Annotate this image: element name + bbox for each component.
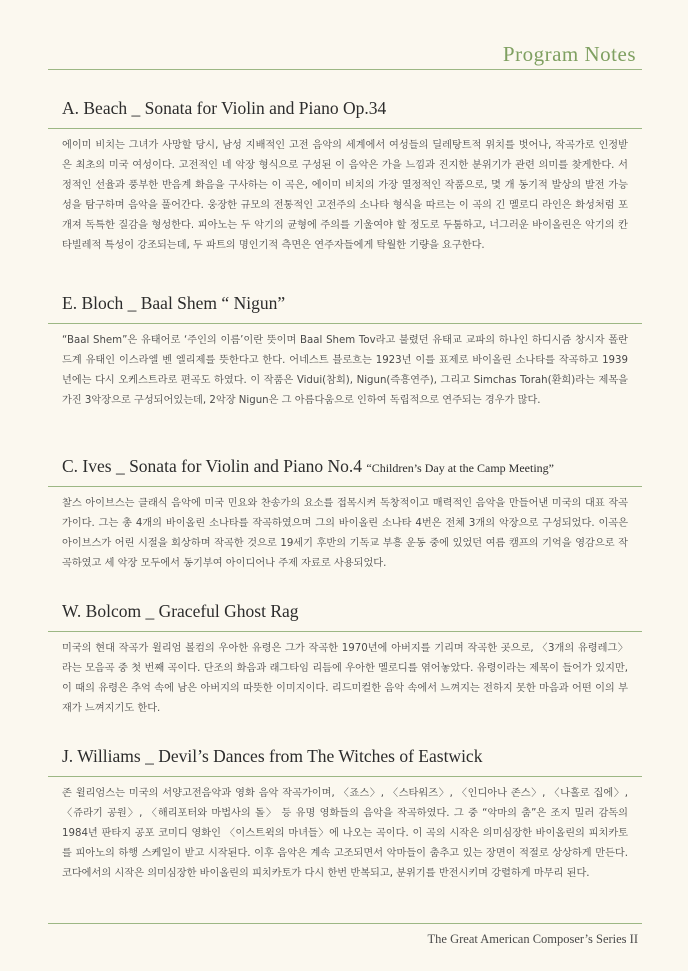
- section-title-text: C. Ives _ Sonata for Violin and Piano No.4: [62, 456, 362, 476]
- section-body: 미국의 현대 작곡가 윌리엄 볼컴의 우아한 유령은 그가 작곡한 1970년에 아버지를 기리며 작곡한 곳으로, 〈3개의 유령레그〉라는 모음곡 중 첫 번째 곡이다. 단조의 화음과 래그타임 리듬에 우아한 멜로디를 엮어놓았다. 유령이라는 제목이 들어가 있지만, 이 때의 유령은 추억 속에 남은 아버지의 따뜻한 이미지이다. 리드미컬한 음악 속에서 느껴지는 전하지 못한 마음과 어떤 이의 부재가 느껴지기도 한다.: [62, 643, 628, 714]
- footer-rule: [48, 923, 642, 924]
- program-section-bolcom: [48, 597, 642, 719]
- section-body: “Baal Shem”은 유태어로 ‘주인의 이름’이란 뜻이며 Baal Shem Tov라고 불렸던 유태교 교파의 하나인 하디시즘 창시자 폴란드계 유태인 이스라엘 벤 엘리제를 뜻한다고 한다. 어네스트 블로흐는 1923년 이를 표제로 바이올린 소나타를 작곡하고 1939년에는 다시 오케스트라로 편곡도 하였다. 이 작품은 Vidui(참회), Nigun(즉흥연주), 그리고 Simchas Torah(환희)라는 제목을 가진 3악장으로 구성되어있는데, 2악장 Nigun은 그 아름다움으로 인하여 독립적으로 연주되는 경우가 많다.: [62, 335, 628, 406]
- section-body: 에이미 비치는 그녀가 사망할 당시, 남성 지배적인 고전 음악의 세계에서 여성들의 딜레탕트적 위치를 벗어나, 작곡가로 인정받은 최초의 미국 여성이다. 고전적인 네 악장 형식으로 구성된 이 음악은 가을 느낌과 진지한 분위기가 관련 의미를 찾게한다. 서정적인 선율과 풍부한 반음계 화음을 구사하는 이 곡은, 에이미 비치의 가장 열정적인 작품으로, 몇 개 동기적 발상의 발전 가능성을 탐구하며 음악을 풀어간다. 웅장한 규모의 전통적인 고전주의 소나타 형식을 따르는 이 곡의 긴 멜로디 라인은 화성처럼 포개져 독특한 질감을 형성한다. 피아노는 두 악기의 균형에 주의를 기울여야 할 정도로 두툼하고, 너그러운 바이올린은 악기의 칸타빌레적 특성이 강조되는데, 두 파트의 명인기적 측면은 연주자들에게 탁월한 기량을 요구한다.: [62, 140, 628, 251]
- program-section-beach: [48, 94, 642, 256]
- program-section-bloch: [48, 289, 642, 411]
- section-body: 찰스 아이브스는 클래식 음악에 미국 민요와 찬송가의 요소를 접목시켜 독창적이고 매력적인 음악을 만들어낸 미국의 대표 작곡가이다. 그는 총 4개의 바이올린 소나타를 작곡하였으며 그의 바이올린 소나타 4번은 전체 3개의 악장으로 구성되었다. 이곡은 아이브스가 어린 시절을 회상하며 작곡한 것으로 19세기 후반의 기독교 부흥 운동 중에 있었던 여름 캠프의 기억을 영감으로 작곡하였고 세 악장 모두에서 동기부여 아이디어나 주제 자료로 사용되었다.: [62, 498, 628, 569]
- section-title-text: E. Bloch _ Baal Shem “ Nigun”: [62, 293, 286, 313]
- header-rule: [48, 69, 642, 70]
- section-title: [48, 94, 642, 122]
- program-section-ives: [48, 452, 642, 574]
- section-title-text: A. Beach _ Sonata for Violin and Piano Op.34: [62, 98, 387, 118]
- section-body: 존 윌리엄스는 미국의 서양고전음악과 영화 음악 작곡가이며, 〈죠스〉, 〈스타워즈〉, 〈인디아나 존스〉, 〈나홀로 집에〉, 〈쥬라기 공원〉, 〈해리포터와 마법사의 돌〉 등 유명 영화들의 음악을 작곡하였다. 그 중 “악마의 춤”은 조지 밀러 감독의 1984년 판타지 공포 코미디 영화인 〈이스트윅의 마녀들〉에 나오는 곡이다. 이 곡의 시작은 의미심장한 바이올린의 피치카토를 피아노의 하행 스케일이 받고 시작된다. 이후 음악은 계속 고조되면서 악마들이 춤추고 있는 장면이 적절로 상상하게 만든다. 코다에서의 시작은 의미심장한 바이올린의 피치카토가 다시 한번 반복되고, 분위기를 반전시키며 강렬하게 마무리 된다.: [62, 788, 628, 879]
- section-title-text: J. Williams _ Devil’s Dances from The Witches of Eastwick: [62, 746, 483, 766]
- section-title-text: W. Bolcom _ Graceful Ghost Rag: [62, 601, 299, 621]
- section-title: [48, 742, 642, 770]
- section-title: [48, 597, 642, 625]
- section-title: [48, 452, 642, 480]
- footer-series-title: The Great American Composer’s Series II: [427, 932, 638, 946]
- page-header-title: Program Notes: [502, 42, 636, 66]
- program-section-williams: [48, 742, 642, 884]
- section-title: [48, 289, 642, 317]
- section-subtitle: “Children’s Day at the Camp Meeting”: [366, 461, 554, 475]
